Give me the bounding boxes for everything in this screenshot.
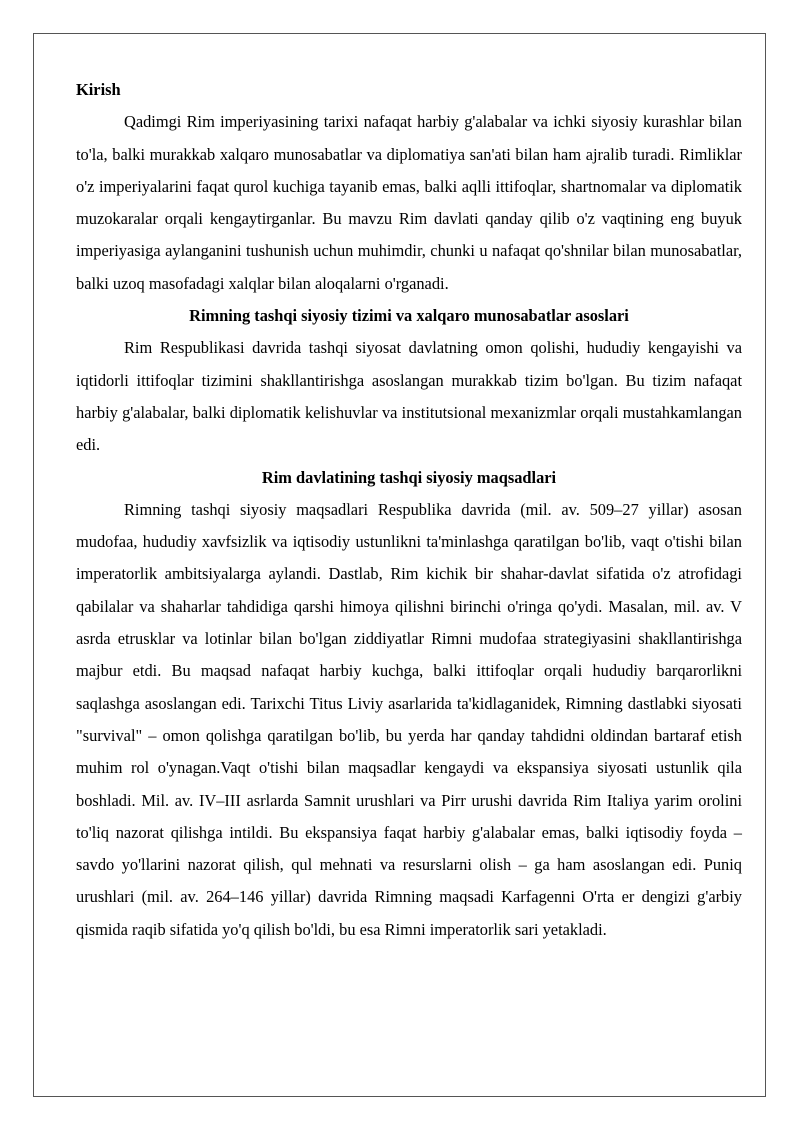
intro-heading: Kirish xyxy=(76,80,121,99)
intro-paragraph: Qadimgi Rim imperiyasining tarixi nafaqat harbiy g'alabalar va ichki siyosiy kurashlar bilan to'la, balki murakkab xalqaro munosabatlar va diplomatiya san'ati bilan ham ajralib turadi. Rimliklar o'z imperiyalarini faqat qurol kuchiga tayanib emas, balki aqlli ittifoqlar, shartnomalar va diplomatik muzokaralar orqali kengaytirganlar. Bu mavzu Rim davlati qanday qilib o'z vaqtining eng buyuk imperiyasiga aylanganini tushunish uchun muhimdir, chunki u nafaqat qo'shnilar bilan munosabatlar, balki uzoq masofadagi xalqlar bilan aloqalarni o'rganadi. xyxy=(76,112,742,293)
document-body xyxy=(76,74,742,946)
section-paragraph-foreign-policy-goals: Rimning tashqi siyosiy maqsadlari Respublika davrida (mil. av. 509–27 yillar) asosan mudofaa, hududiy xavfsizlik va iqtisodiy ustunlikni ta'minlashga qaratilgan bo'lib, vaqt o'tishi bilan imperatorlik ambitsiyalarga aylandi. Dastlab, Rim kichik bir shahar-davlat sifatida o'z atrofidagi qabilalar va shaharlar tahdidiga qarshi himoya qilishni birinchi o'ringa qo'ydi. Masalan, mil. av. V asrda etrusklar va lotinlar bilan bo'lgan ziddiyatlar Rimni mudofaa strategiyasini shakllantirishga majbur etdi. Bu maqsad nafaqat harbiy kuchga, balki ittifoqlar orqali hududiy barqarorlikni saqlashga asoslangan edi. Tarixchi Titus Liviy asarlarida ta'kidlaganidek, Rimning dastlabki siyosati "survival" – omon qolishga qaratilgan bo'lib, bu yerda har qanday tahdidni oldindan bartaraf etish muhim rol o'ynagan.Vaqt o'tishi bilan maqsadlar kengaydi va ekspansiya siyosati ustunlik qila boshladi. Mil. av. IV–III asrlarda Samnit urushlari va Pirr urushi davrida Rim Italiya yarim orolini to'liq nazorat qilishga intildi. Bu ekspansiya faqat harbiy g'alabalar emas, balki iqtisodiy foyda – savdo yo'llarini nazorat qilish, qul mehnati va resurslarni olish – ga ham asoslangan edi. Puniq urushlari (mil. av. 264–146 yillar) davrida Rimning maqsadi Karfagenni O'rta er dengizi g'arbiy qismida raqib sifatida yo'q qilish bo'ldi, bu esa Rimni imperatorlik sari yetakladi. xyxy=(76,499,742,939)
section-heading-foreign-policy-goals: Rim davlatining tashqi siyosiy maqsadlari xyxy=(261,467,557,487)
section-heading-foreign-policy-system: Rimning tashqi siyosiy tizimi va xalqaro munosabatlar asoslari xyxy=(189,306,629,326)
section-paragraph-foreign-policy-system: Rim Respublikasi davrida tashqi siyosat davlatning omon qolishi, hududiy kengayishi va iqtidorli ittifoqlar tizimini shakllantirishga asoslangan murakkab tizim bo'lgan. Bu tizim nafaqat harbiy g'alabalar, balki diplomatik kelishuvlar va institutsional mexanizmlar orqali mustahkamlangan edi. xyxy=(76,338,742,455)
